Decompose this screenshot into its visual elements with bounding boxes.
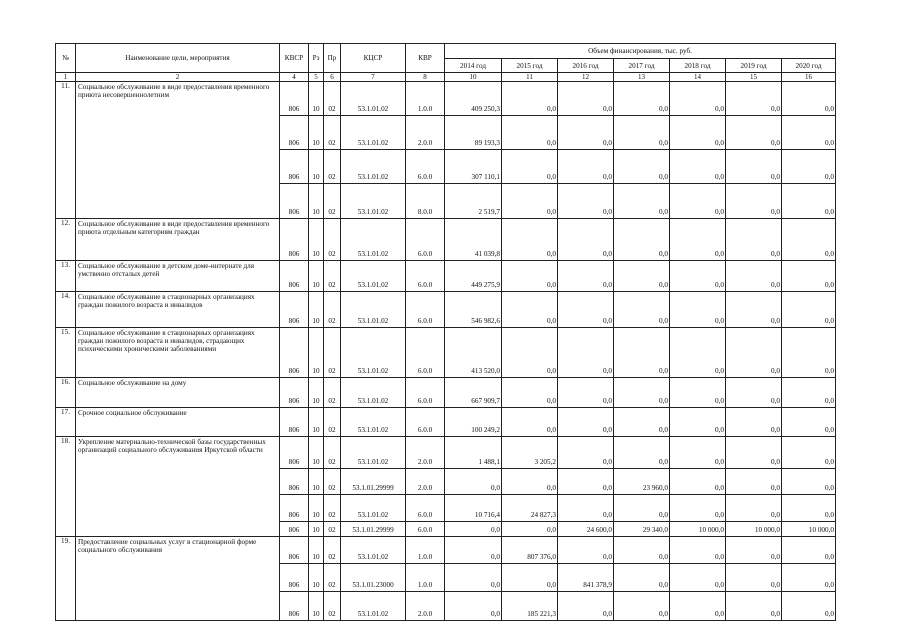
rz-cell: 10 (309, 537, 324, 564)
kcsr-cell: 53.1.01.29999 (341, 522, 406, 537)
rz-cell: 10 (309, 292, 324, 328)
funding-value: 0,0 (558, 537, 614, 564)
kvr-cell: 6.0.0 (406, 408, 445, 437)
funding-value: 546 982,6 (445, 292, 502, 328)
kvr-cell: 2.0.0 (406, 469, 445, 495)
funding-value: 0,0 (558, 437, 614, 469)
funding-value: 0,0 (502, 469, 558, 495)
funding-value: 0,0 (670, 592, 726, 621)
table-row (56, 82, 836, 116)
funding-value: 0,0 (726, 495, 782, 522)
funding-value: 0,0 (445, 469, 502, 495)
kcsr-cell: 53.1.01.02 (341, 292, 406, 328)
kvsr-cell: 806 (280, 408, 309, 437)
table-row (56, 219, 836, 261)
funding-value: 0,0 (782, 537, 836, 564)
rz-cell: 10 (309, 219, 324, 261)
funding-value: 0,0 (558, 328, 614, 378)
funding-value: 0,0 (726, 116, 782, 150)
funding-value: 0,0 (445, 592, 502, 621)
funding-value: 0,0 (502, 261, 558, 292)
column-number-row (56, 73, 836, 82)
pr-cell: 02 (324, 469, 341, 495)
kvr-cell: 6.0.0 (406, 150, 445, 184)
funding-value: 0,0 (558, 116, 614, 150)
column-number: 13 (614, 73, 670, 82)
funding-value: 0,0 (726, 592, 782, 621)
header-kcsr: КЦСР (341, 44, 406, 73)
funding-value: 0,0 (782, 408, 836, 437)
funding-value: 0,0 (614, 116, 670, 150)
pr-cell: 02 (324, 292, 341, 328)
pr-cell: 02 (324, 150, 341, 184)
rz-cell: 10 (309, 184, 324, 219)
rz-cell: 10 (309, 328, 324, 378)
pr-cell: 02 (324, 408, 341, 437)
funding-value: 0,0 (726, 469, 782, 495)
kvsr-cell: 806 (280, 219, 309, 261)
kvsr-cell: 806 (280, 378, 309, 408)
kvsr-cell: 806 (280, 522, 309, 537)
rz-cell: 10 (309, 522, 324, 537)
funding-value: 0,0 (782, 378, 836, 408)
item-number: 15. (56, 328, 76, 378)
funding-value: 0,0 (670, 537, 726, 564)
column-number: 12 (558, 73, 614, 82)
funding-value: 0,0 (614, 292, 670, 328)
table-row (56, 378, 836, 408)
funding-value: 0,0 (782, 328, 836, 378)
funding-value: 0,0 (782, 292, 836, 328)
funding-value: 0,0 (614, 184, 670, 219)
funding-value: 24 827,3 (502, 495, 558, 522)
funding-value: 23 960,0 (614, 469, 670, 495)
header-rz: Рз (309, 44, 324, 73)
kvr-cell: 2.0.0 (406, 116, 445, 150)
funding-value: 0,0 (670, 184, 726, 219)
funding-value: 0,0 (782, 150, 836, 184)
table-row (56, 437, 836, 469)
funding-value: 0,0 (614, 495, 670, 522)
funding-value: 0,0 (445, 522, 502, 537)
item-name: Социальное обслуживание на дому (76, 378, 280, 408)
funding-value: 10 000,0 (726, 522, 782, 537)
header-funding: Объем финансирования, тыс. руб. (445, 44, 836, 59)
funding-value: 0,0 (726, 564, 782, 592)
kvsr-cell: 806 (280, 292, 309, 328)
table-row (56, 328, 836, 378)
header-year: 2020 год (782, 59, 836, 73)
funding-value: 0,0 (726, 261, 782, 292)
funding-value: 0,0 (614, 378, 670, 408)
kvr-cell: 6.0.0 (406, 292, 445, 328)
column-number: 4 (280, 73, 309, 82)
funding-value: 0,0 (502, 116, 558, 150)
kvsr-cell: 806 (280, 150, 309, 184)
document-page (55, 43, 836, 621)
item-name: Социальное обслуживание в виде предоставления временного приюта несовершеннолетним (76, 82, 280, 219)
kvr-cell: 2.0.0 (406, 437, 445, 469)
funding-value: 0,0 (445, 564, 502, 592)
funding-value: 0,0 (502, 184, 558, 219)
column-number: 6 (324, 73, 341, 82)
funding-value: 0,0 (670, 469, 726, 495)
kvsr-cell: 806 (280, 82, 309, 116)
funding-value: 0,0 (614, 261, 670, 292)
kvr-cell: 1.0.0 (406, 537, 445, 564)
kcsr-cell: 53.1.01.02 (341, 184, 406, 219)
rz-cell: 10 (309, 408, 324, 437)
column-number: 15 (726, 73, 782, 82)
kcsr-cell: 53.1.01.02 (341, 537, 406, 564)
kcsr-cell: 53.1.01.23000 (341, 564, 406, 592)
item-number: 14. (56, 292, 76, 328)
item-number: 17. (56, 408, 76, 437)
funding-value: 0,0 (502, 408, 558, 437)
funding-value: 307 110,1 (445, 150, 502, 184)
item-name: Социальное обслуживание в стационарных организациях граждан пожилого возраста и инвалидов, страдающих психическими хроническими заболеваниями (76, 328, 280, 378)
funding-value: 0,0 (782, 437, 836, 469)
kcsr-cell: 53.1.01.02 (341, 495, 406, 522)
kvsr-cell: 806 (280, 328, 309, 378)
funding-value: 0,0 (558, 495, 614, 522)
column-number: 5 (309, 73, 324, 82)
funding-value: 0,0 (782, 495, 836, 522)
kcsr-cell: 53.1.01.02 (341, 437, 406, 469)
funding-value: 0,0 (782, 261, 836, 292)
funding-value: 0,0 (502, 328, 558, 378)
funding-value: 0,0 (502, 378, 558, 408)
header-year: 2019 год (726, 59, 782, 73)
kvsr-cell: 806 (280, 469, 309, 495)
item-number: 11. (56, 82, 76, 219)
funding-value: 0,0 (726, 292, 782, 328)
funding-value: 0,0 (782, 469, 836, 495)
rz-cell: 10 (309, 495, 324, 522)
item-number: 13. (56, 261, 76, 292)
funding-value: 0,0 (614, 564, 670, 592)
table-row (56, 261, 836, 292)
funding-value: 1 488,1 (445, 437, 502, 469)
item-name: Социальное обслуживание в детском доме-интернате для умственно отсталых детей (76, 261, 280, 292)
kcsr-cell: 53.1.01.02 (341, 82, 406, 116)
funding-value: 0,0 (558, 82, 614, 116)
funding-value: 0,0 (502, 564, 558, 592)
funding-value: 0,0 (726, 328, 782, 378)
funding-value: 0,0 (558, 592, 614, 621)
funding-value: 841 378,9 (558, 564, 614, 592)
pr-cell: 02 (324, 261, 341, 292)
header-kvsr: КВСР (280, 44, 309, 73)
rz-cell: 10 (309, 116, 324, 150)
header-kvr: КВР (406, 44, 445, 73)
pr-cell: 02 (324, 564, 341, 592)
funding-value: 807 376,0 (502, 537, 558, 564)
funding-value: 10 000,0 (782, 522, 836, 537)
column-number: 1 (56, 73, 76, 82)
funding-value: 0,0 (558, 150, 614, 184)
funding-value: 409 250,3 (445, 82, 502, 116)
kcsr-cell: 53.1.01.02 (341, 592, 406, 621)
funding-value: 0,0 (558, 261, 614, 292)
rz-cell: 10 (309, 261, 324, 292)
column-number: 2 (76, 73, 280, 82)
funding-value: 0,0 (670, 437, 726, 469)
pr-cell: 02 (324, 378, 341, 408)
column-number: 16 (782, 73, 836, 82)
kvsr-cell: 806 (280, 495, 309, 522)
funding-value: 0,0 (558, 292, 614, 328)
pr-cell: 02 (324, 82, 341, 116)
funding-value: 0,0 (726, 219, 782, 261)
item-name: Укрепление материально-технической базы государственных организаций социального обслуживания Иркутской области (76, 437, 280, 537)
kvsr-cell: 806 (280, 184, 309, 219)
funding-value: 0,0 (726, 408, 782, 437)
pr-cell: 02 (324, 522, 341, 537)
rz-cell: 10 (309, 150, 324, 184)
header-pr: Пр (324, 44, 341, 73)
funding-value: 0,0 (782, 219, 836, 261)
pr-cell: 02 (324, 537, 341, 564)
kvr-cell: 8.0.0 (406, 184, 445, 219)
kvsr-cell: 806 (280, 116, 309, 150)
kvr-cell: 1.0.0 (406, 564, 445, 592)
funding-value: 0,0 (558, 469, 614, 495)
funding-value: 0,0 (614, 437, 670, 469)
funding-value: 0,0 (445, 537, 502, 564)
funding-value: 0,0 (502, 150, 558, 184)
header-number: № (56, 44, 76, 73)
kcsr-cell: 53.1.01.02 (341, 116, 406, 150)
kcsr-cell: 53.1.01.02 (341, 328, 406, 378)
funding-value: 0,0 (670, 328, 726, 378)
kcsr-cell: 53.1.01.02 (341, 219, 406, 261)
funding-value: 0,0 (614, 537, 670, 564)
item-name: Срочное социальное обслуживание (76, 408, 280, 437)
funding-value: 3 205,2 (502, 437, 558, 469)
kvr-cell: 6.0.0 (406, 378, 445, 408)
funding-value: 0,0 (670, 408, 726, 437)
rz-cell: 10 (309, 564, 324, 592)
column-number: 11 (502, 73, 558, 82)
kcsr-cell: 53.1.01.02 (341, 150, 406, 184)
funding-value: 0,0 (502, 522, 558, 537)
column-number: 14 (670, 73, 726, 82)
rz-cell: 10 (309, 378, 324, 408)
funding-value: 0,0 (670, 495, 726, 522)
rz-cell: 10 (309, 592, 324, 621)
pr-cell: 02 (324, 116, 341, 150)
kvr-cell: 6.0.0 (406, 261, 445, 292)
funding-value: 0,0 (726, 82, 782, 116)
funding-value: 0,0 (614, 328, 670, 378)
item-number: 16. (56, 378, 76, 408)
rz-cell: 10 (309, 437, 324, 469)
kcsr-cell: 53.1.01.02 (341, 261, 406, 292)
header-year: 2017 год (614, 59, 670, 73)
funding-value: 0,0 (782, 592, 836, 621)
funding-value: 0,0 (502, 292, 558, 328)
pr-cell: 02 (324, 328, 341, 378)
table-row (56, 408, 836, 437)
funding-value: 0,0 (670, 292, 726, 328)
item-name: Социальное обслуживание в виде предоставления временного приюта отдельным категориям граждан (76, 219, 280, 261)
funding-value: 0,0 (726, 537, 782, 564)
kvr-cell: 6.0.0 (406, 522, 445, 537)
funding-value: 0,0 (782, 184, 836, 219)
kvr-cell: 2.0.0 (406, 592, 445, 621)
table-row (56, 292, 836, 328)
kvr-cell: 6.0.0 (406, 328, 445, 378)
header-year: 2015 год (502, 59, 558, 73)
kcsr-cell: 53.1.01.02 (341, 408, 406, 437)
funding-value: 0,0 (670, 564, 726, 592)
funding-value: 0,0 (670, 219, 726, 261)
funding-value: 89 193,3 (445, 116, 502, 150)
funding-value: 0,0 (726, 150, 782, 184)
funding-value: 0,0 (670, 82, 726, 116)
funding-value: 10 716,4 (445, 495, 502, 522)
funding-value: 0,0 (782, 82, 836, 116)
rz-cell: 10 (309, 469, 324, 495)
rz-cell: 10 (309, 82, 324, 116)
funding-value: 100 249,2 (445, 408, 502, 437)
header-year: 2018 год (670, 59, 726, 73)
funding-value: 29 340,0 (614, 522, 670, 537)
funding-value: 24 600,0 (558, 522, 614, 537)
funding-value: 0,0 (670, 261, 726, 292)
pr-cell: 02 (324, 437, 341, 469)
kvsr-cell: 806 (280, 564, 309, 592)
item-name: Социальное обслуживание в стационарных организациях граждан пожилого возраста и инвалидов (76, 292, 280, 328)
funding-value: 185 221,3 (502, 592, 558, 621)
funding-value: 0,0 (782, 116, 836, 150)
funding-value: 0,0 (502, 82, 558, 116)
item-name: Предоставление социальных услуг в стационарной форме социального обслуживания (76, 537, 280, 621)
funding-value: 0,0 (670, 378, 726, 408)
funding-value: 0,0 (558, 184, 614, 219)
funding-value: 667 909,7 (445, 378, 502, 408)
funding-value: 2 519,7 (445, 184, 502, 219)
funding-value: 0,0 (614, 82, 670, 116)
kvsr-cell: 806 (280, 537, 309, 564)
item-number: 18. (56, 437, 76, 537)
pr-cell: 02 (324, 219, 341, 261)
funding-value: 41 039,8 (445, 219, 502, 261)
funding-value: 0,0 (726, 378, 782, 408)
funding-value: 0,0 (614, 592, 670, 621)
funding-value: 449 275,9 (445, 261, 502, 292)
kvsr-cell: 806 (280, 592, 309, 621)
funding-value: 0,0 (726, 184, 782, 219)
funding-value: 0,0 (614, 408, 670, 437)
header-year: 2014 год (445, 59, 502, 73)
header-name: Наименование цели, мероприятия (76, 44, 280, 73)
funding-value: 0,0 (670, 150, 726, 184)
funding-value: 0,0 (614, 219, 670, 261)
column-number: 10 (445, 73, 502, 82)
funding-value: 413 520,0 (445, 328, 502, 378)
funding-value: 0,0 (558, 378, 614, 408)
kcsr-cell: 53.1.01.29999 (341, 469, 406, 495)
kvsr-cell: 806 (280, 437, 309, 469)
column-number: 8 (406, 73, 445, 82)
pr-cell: 02 (324, 184, 341, 219)
funding-value: 10 000,0 (670, 522, 726, 537)
funding-value: 0,0 (782, 564, 836, 592)
funding-value: 0,0 (558, 408, 614, 437)
pr-cell: 02 (324, 495, 341, 522)
funding-table (55, 43, 836, 621)
header-year: 2016 год (558, 59, 614, 73)
kvr-cell: 6.0.0 (406, 495, 445, 522)
pr-cell: 02 (324, 592, 341, 621)
funding-value: 0,0 (614, 150, 670, 184)
table-row (56, 537, 836, 564)
funding-value: 0,0 (726, 437, 782, 469)
funding-value: 0,0 (502, 219, 558, 261)
kvr-cell: 1.0.0 (406, 82, 445, 116)
kvsr-cell: 806 (280, 261, 309, 292)
item-number: 19. (56, 537, 76, 621)
kcsr-cell: 53.1.01.02 (341, 378, 406, 408)
kvr-cell: 6.0.0 (406, 219, 445, 261)
funding-value: 0,0 (670, 116, 726, 150)
funding-value: 0,0 (558, 219, 614, 261)
column-number: 7 (341, 73, 406, 82)
item-number: 12. (56, 219, 76, 261)
